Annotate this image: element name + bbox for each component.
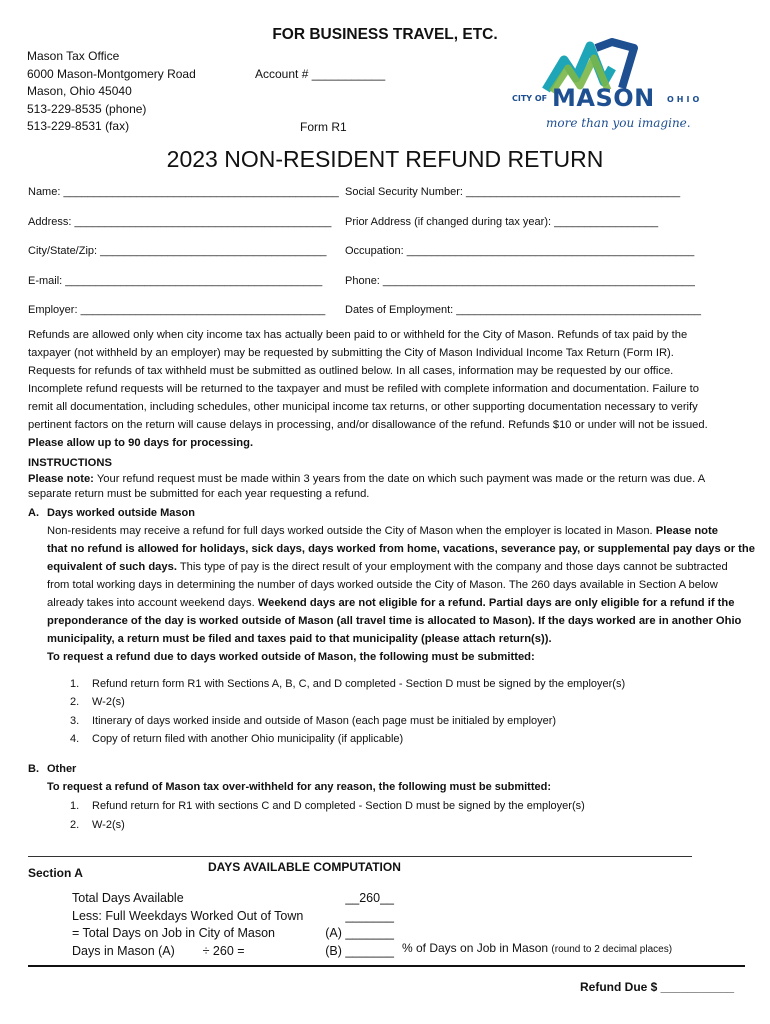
computation-labels [72, 890, 303, 960]
section-a-heading: Days worked outside Mason [47, 507, 195, 519]
phone-field[interactable]: Phone: ___________________________________________________ [345, 275, 695, 287]
section-divider [28, 856, 692, 857]
office-address-block [27, 48, 196, 136]
list-item: 4. Copy of return filed with another Ohio municipality (if applicable) [70, 732, 404, 745]
ssn-field[interactable]: Social Security Number: ___________________________________ [345, 186, 681, 198]
office-line: 513-229-8535 (phone) [27, 101, 147, 116]
office-line: 513-229-8531 (fax) [27, 119, 130, 133]
bottom-rule [28, 965, 745, 967]
logo-mason: MASON [552, 84, 655, 112]
intro-line: taxpayer (not withheld by an employer) may be requested by submitting the City of Mason Individual Income Tax Return (Form IR). [28, 347, 674, 359]
logo-city-of: CITY OF [512, 94, 548, 103]
percent-days-label: % of Days on Job in Mason (round to 2 decimal places) [402, 941, 673, 955]
form-id: Form R1 [300, 120, 347, 134]
processing-time-note: Please allow up to 90 days for processing. [28, 437, 254, 449]
section-b-label: B. [28, 763, 39, 775]
form-header-title: FOR BUSINESS TRAVEL, ETC. [272, 26, 498, 43]
rounding-note: (round to 2 decimal places) [551, 944, 673, 955]
list-item: 2. W-2(s) [70, 818, 125, 831]
intro-line: pertinent factors on the return will cause delays in processing, and/or disallowance of the refund. Refunds $10 or under will not be issued. [28, 419, 708, 431]
computation-label: Total Days Available [72, 891, 184, 905]
note-line: Please note: Your refund request must be made within 3 years from the date on which such payment was made or the return was due. A [28, 472, 706, 485]
list-item: 1. Refund return form R1 with Sections A, B, C, and D completed - Section D must be signed by the employer(s) [70, 678, 626, 690]
prior-address-field[interactable]: Prior Address (if changed during tax year): _________________ [345, 216, 659, 228]
intro-line: Requests for refunds of tax withheld must be submitted as outlined below. In all cases, information may be requested by our office. [28, 365, 674, 377]
employer-field[interactable]: Employer: ________________________________________ [28, 304, 326, 316]
list-item: 1. Refund return for R1 with sections C and D completed - Section D must be signed by the employer(s) [70, 800, 585, 812]
section-b-heading: Other [47, 763, 77, 775]
intro-line: Refunds are allowed only when city income tax has actually been paid to or withheld for the City of Mason. Refunds of tax paid by the [28, 329, 688, 341]
section-b-requirements-list [70, 797, 585, 834]
dates-of-employment-field[interactable]: Dates of Employment: ________________________________________ [345, 304, 701, 316]
section-b-intro: To request a refund of Mason tax over-withheld for any reason, the following must be submitted: [47, 781, 552, 793]
computation-label: Less: Full Weekdays Worked Out of Town [72, 908, 304, 923]
section-a-paragraph: Non-residents may receive a refund for full days worked outside the City of Mason when the employer is located in Mason. Please note that no refund is allowed for holidays, sick days, days worked from home, vacations, severance pay, or supplemental pay days or the equivalent of such days. This type of pay is the direct result of your employment with the company and those days cannot be subtracted from total working days in determining the number of days worked outside the City of Mason. The 260 days available in Section A below already takes into account weekend days. Weekend days are not eligible for a refund. Partial days are only eligible for a refund if the preponderance of the day is worked outside of Mason (all travel time is allocated to Mason). If the days worked are in another Ohio municipality, a return must be filed and taxes paid to that municipality (please attach return(s)). To request a refund due to days worked outside of Mason, the following must be submitted: [47, 525, 755, 663]
intro-line: remit all documentation, including schedules, other municipal income tax returns, or other supporting documentation necessary to verify [28, 401, 698, 413]
section-a-label: A. [28, 507, 39, 519]
intro-line: Incomplete refund requests will be returned to the taxpayer and must be refiled with complete information and documentation. Failure to [28, 383, 699, 395]
main-title: 2023 NON-RESIDENT REFUND RETURN [166, 146, 604, 172]
office-line: 6000 Mason-Montgomery Road [27, 66, 196, 81]
logo-ohio: OHIO [667, 95, 703, 104]
computation-values [322, 890, 394, 960]
list-item: 2. W-2(s) [70, 696, 125, 709]
percent-days-input[interactable]: (B) _______ [325, 943, 394, 958]
note-line: separate return must be submitted for each year requesting a refund. [28, 488, 370, 500]
logo-tagline: more than you imagine. [546, 116, 691, 130]
note-label: Please note: [28, 472, 94, 485]
weekdays-out-of-town-input[interactable]: _______ [345, 908, 394, 923]
instructions-heading: INSTRUCTIONS [28, 457, 112, 469]
days-available-heading: DAYS AVAILABLE COMPUTATION [208, 860, 401, 874]
office-line: Mason Tax Office [27, 49, 120, 63]
city-state-zip-field[interactable]: City/State/Zip: _____________________________________ [28, 245, 327, 257]
total-days-value: __260__ [345, 891, 394, 905]
refund-due-field[interactable]: Refund Due $ ___________ [580, 980, 735, 994]
total-days-mason-input[interactable]: (A) _______ [325, 926, 394, 940]
city-of-mason-logo [512, 38, 712, 134]
computation-label: Days in Mason (A) ÷ 260 = [72, 943, 245, 958]
name-field[interactable]: Name: _____________________________________________ [28, 186, 339, 198]
email-field[interactable]: E-mail: __________________________________________ [28, 275, 323, 287]
intro-paragraph [28, 326, 743, 452]
address-field[interactable]: Address: __________________________________________ [28, 216, 332, 228]
section-a-title: Section A [28, 866, 83, 880]
list-item: 3. Itinerary of days worked inside and outside of Mason (each page must be initialed by employer) [70, 714, 557, 727]
office-line: Mason, Ohio 45040 [27, 84, 132, 98]
occupation-field[interactable]: Occupation: _______________________________________________ [345, 245, 695, 257]
instructions-block [28, 456, 743, 503]
section-a-requirements-list [70, 675, 625, 748]
computation-label: = Total Days on Job in City of Mason [72, 926, 275, 940]
account-number-field[interactable]: Account # ___________ [255, 67, 386, 81]
